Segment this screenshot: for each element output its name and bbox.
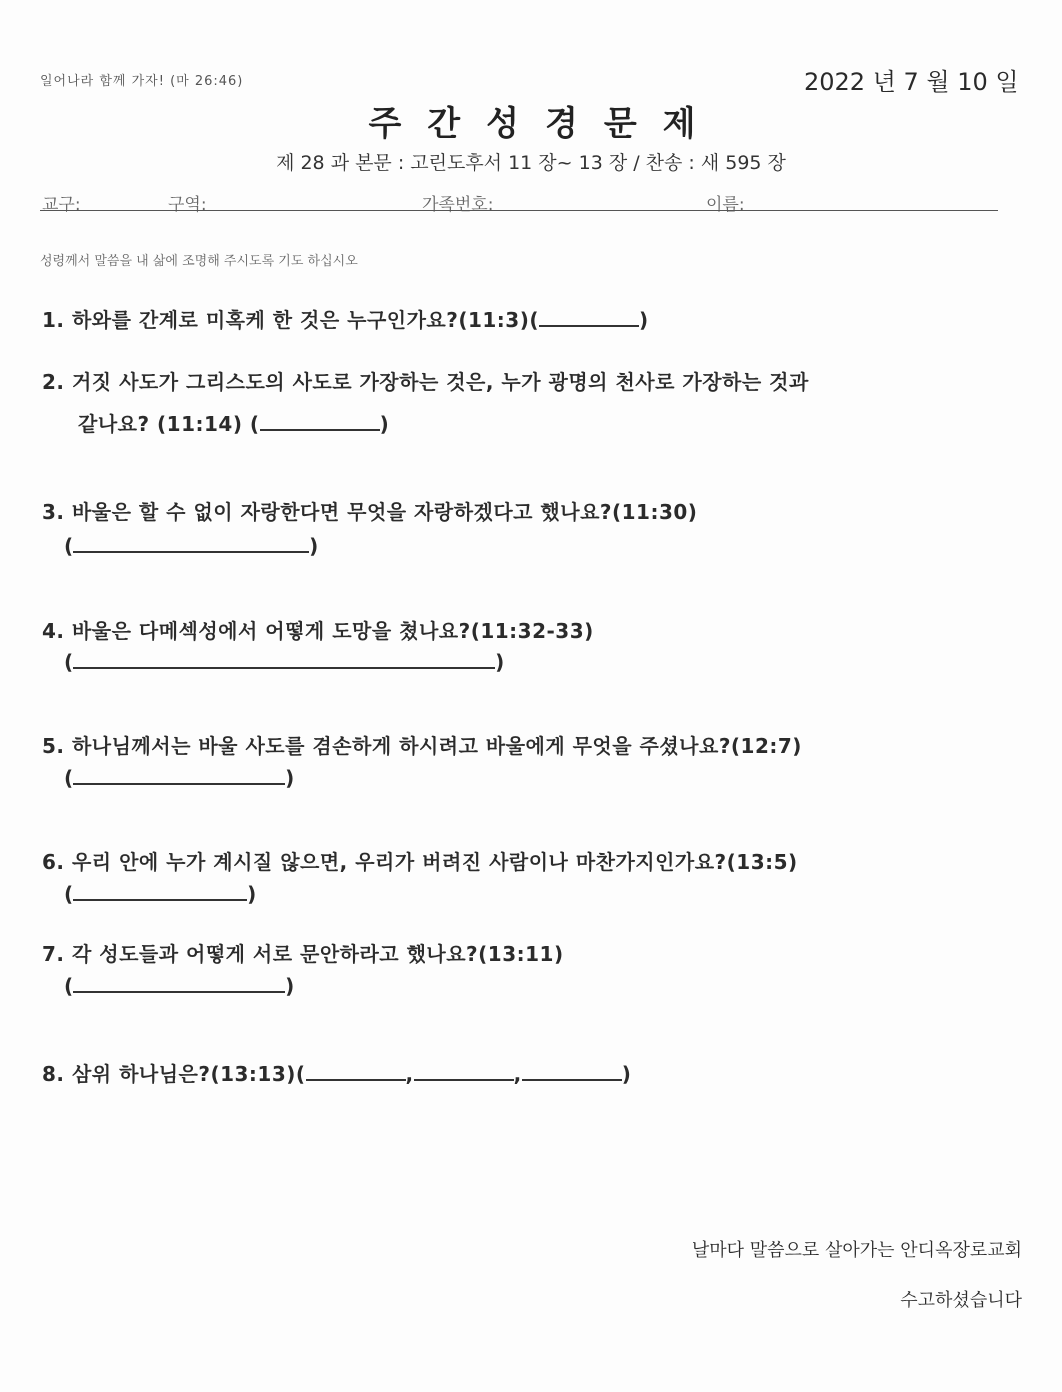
date: 2022 년 7 월 10 일: [804, 68, 1019, 96]
question-5: 5. 하나님께서는 바울 사도를 겸손하게 하시려고 바울에게 무엇을 주셨나요?(12:7): [42, 734, 802, 758]
answer-blank-8b[interactable]: [414, 1063, 514, 1081]
question-2-text2: 같나요? (11:14) (: [78, 412, 260, 436]
answer-blank-3[interactable]: [73, 535, 309, 553]
question-2: 2. 거짓 사도가 그리스도의 사도로 가장하는 것은, 누가 광명의 천사로 가장하는 것과: [42, 370, 809, 394]
instruction: 성령께서 말씀을 내 삶에 조명해 주시도록 기도 하십시오: [40, 254, 358, 269]
open-paren: (: [64, 650, 74, 674]
page-title: 주간성경문제: [368, 104, 722, 144]
separator-comma: ,: [513, 1062, 522, 1086]
answer-line-3: [64, 534, 318, 558]
question-2-close: ): [379, 412, 390, 436]
church-motto: 날마다 말씀으로 살아가는 안디옥장로교회: [691, 1240, 1022, 1261]
question-8-text: 8. 삼위 하나님은?(13:13)(: [42, 1062, 306, 1086]
open-paren: (: [64, 534, 74, 558]
district-label: 교구:: [42, 195, 81, 215]
question-7: 7. 각 성도들과 어떻게 서로 문안하라고 했나요?(13:11): [42, 942, 564, 966]
answer-blank-5[interactable]: [73, 767, 285, 785]
open-paren: (: [64, 974, 74, 998]
family-number-label: 가족번호:: [422, 195, 494, 215]
answer-blank-4[interactable]: [73, 651, 495, 669]
name-label: 이름:: [706, 195, 745, 215]
close-paren: ): [621, 1062, 632, 1086]
answer-line-6: [64, 882, 256, 906]
thanks-note: 수고하셨습니다: [900, 1290, 1022, 1311]
question-2-line2: [78, 408, 389, 437]
answer-blank-2[interactable]: [260, 413, 380, 431]
open-paren: (: [64, 766, 74, 790]
answer-blank-8a[interactable]: [306, 1063, 406, 1081]
motto: 일어나라 함께 가자! (마 26:46): [40, 74, 244, 89]
open-paren: (: [64, 882, 74, 906]
answer-line-5: [64, 766, 294, 790]
separator-comma: ,: [405, 1062, 414, 1086]
answer-blank-1[interactable]: [539, 309, 639, 327]
close-paren: ): [247, 882, 257, 906]
question-8: [42, 1058, 631, 1087]
answer-blank-8c[interactable]: [522, 1063, 622, 1081]
close-paren: ): [285, 766, 295, 790]
question-6: 6. 우리 안에 누가 계시질 않으면, 우리가 버려진 사람이나 마찬가지인가요?(13:5): [42, 850, 798, 874]
info-underline: [40, 210, 998, 211]
answer-blank-7[interactable]: [73, 975, 285, 993]
lesson-subtitle: 제 28 과 본문 : 고린도후서 11 장~ 13 장 / 찬송 : 새 595 장: [276, 152, 786, 174]
question-3: 3. 바울은 할 수 없이 자랑한다면 무엇을 자랑하겠다고 했나요?(11:30): [42, 500, 698, 524]
question-1: [42, 304, 649, 333]
question-1-text: 1. 하와를 간계로 미혹케 한 것은 누구인가요?(11:3)(: [42, 308, 540, 332]
question-1-close: ): [639, 308, 649, 332]
answer-blank-6[interactable]: [73, 883, 247, 901]
answer-line-7: [64, 974, 294, 998]
answer-line-4: [64, 650, 504, 674]
question-4: 4. 바울은 다메섹성에서 어떻게 도망을 쳤나요?(11:32-33): [42, 619, 594, 643]
zone-label: 구역:: [168, 195, 207, 215]
close-paren: ): [495, 650, 505, 674]
close-paren: ): [309, 534, 319, 558]
close-paren: ): [285, 974, 295, 998]
